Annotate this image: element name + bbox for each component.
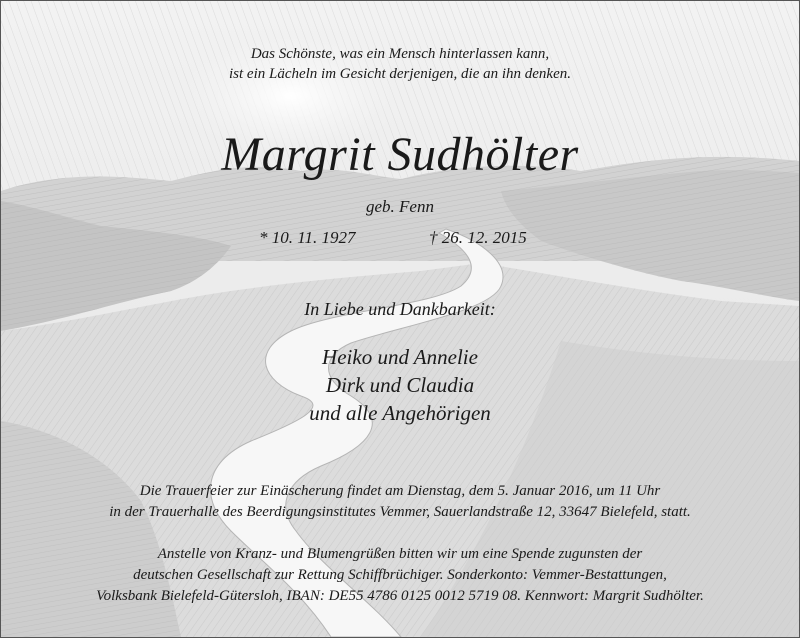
maiden-name: geb. Fenn: [366, 197, 434, 216]
donation-line-1: Anstelle von Kranz- und Blumengrüßen bitten wir um eine Spende zugunsten der: [157, 546, 643, 562]
notice-text-block: [1, 1, 799, 637]
service-line-1: Die Trauerfeier zur Einäscherung findet am Dienstag, dem 5. Januar 2016, um 11 Uhr: [139, 483, 661, 499]
thanks-line: In Liebe und Dankbarkeit:: [304, 299, 496, 319]
mourners-list: [1, 343, 799, 427]
death-date: † 26. 12. 2015: [429, 228, 527, 247]
donation-line-3: Volksbank Bielefeld-Gütersloh, IBAN: DE55 4786 0125 0012 5719 08. Kennwort: Margrit Sudhölter.: [96, 588, 704, 604]
quote-line-1: Das Schönste, was ein Mensch hinterlassen kann,: [250, 46, 550, 62]
funeral-service-info: [1, 481, 799, 523]
service-line-2: in der Trauerhalle des Beerdigungsinstitutes Vemmer, Sauerlandstraße 12, 33647 Bielefeld, statt.: [109, 504, 691, 520]
memorial-quote: [1, 44, 799, 84]
mourner-line: Dirk und Claudia: [325, 373, 475, 397]
donation-request: [1, 544, 799, 607]
mourner-line: und alle Angehörigen: [309, 401, 491, 425]
deceased-name: Margrit Sudhölter: [221, 128, 579, 181]
mourner-line: Heiko und Annelie: [322, 345, 478, 369]
quote-line-2: ist ein Lächeln im Gesicht derjenigen, die an ihn denken.: [228, 66, 571, 82]
donation-line-2: deutschen Gesellschaft zur Rettung Schiffbrüchiger. Sonderkonto: Vemmer-Bestattungen,: [133, 567, 667, 583]
birth-date: * 10. 11. 1927: [259, 228, 356, 247]
